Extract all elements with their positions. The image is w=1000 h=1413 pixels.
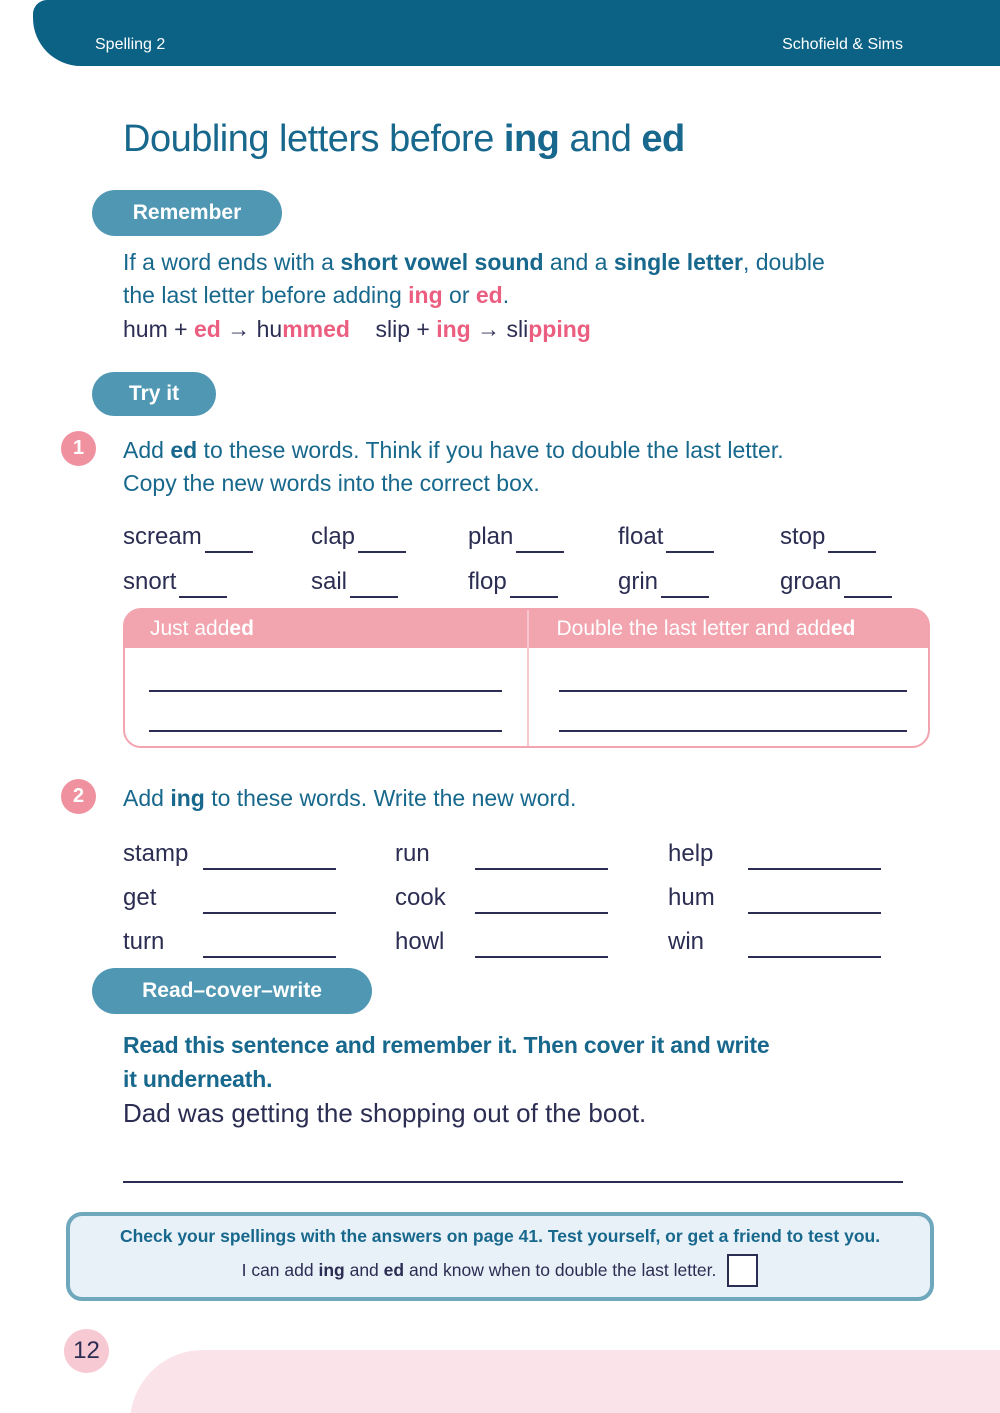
word-item [668,870,943,914]
answer-blank[interactable] [475,928,608,958]
sorting-box-header-left: Just add ed [150,617,254,640]
word-label: sail [311,568,348,595]
answer-blank[interactable] [358,523,406,553]
word-item [468,553,618,598]
publisher-name: Schofield & Sims [782,36,903,53]
answer-blank[interactable] [510,568,558,598]
answer-blank[interactable] [203,884,336,914]
page-header [33,0,1000,66]
answer-blank[interactable] [748,840,881,870]
word-label: stop [780,523,826,550]
answer-blank[interactable] [179,568,227,598]
read-cover-write-instruction-line-1: Read this sentence and remember it. Then cover it and write [123,1032,770,1058]
answer-blank[interactable] [350,568,398,598]
series-title: Spelling 2 [95,36,166,53]
word-item [123,553,311,598]
question-1-instruction-line-2: Copy the new words into the correct box. [123,470,540,496]
answer-blank[interactable] [475,840,608,870]
word-label: plan [468,523,514,550]
word-label: float [618,523,664,550]
answer-blank[interactable] [203,928,336,958]
word-item [395,870,668,914]
answer-blank[interactable] [828,523,876,553]
column-divider [527,610,529,746]
word-item [123,826,395,870]
answer-blank[interactable] [666,523,714,553]
question-1-number: 1 [61,431,96,466]
page-number: 12 [64,1329,109,1373]
word-item [618,553,780,598]
remember-badge: Remember [92,190,282,236]
check-spellings-text: Check your spellings with the answers on page 41. Test yourself, or get a friend to test you. [119,1226,881,1246]
word-item [668,826,943,870]
question-1-instruction [123,434,784,500]
check-spellings-box [66,1212,934,1301]
word-label: stamp [123,840,189,867]
word-label: snort [123,568,177,595]
sentence-writing-line[interactable] [123,1181,903,1183]
word-item [780,508,943,553]
self-assessment-text: I can add ing and ed and know when to double the last letter. [241,1260,717,1280]
word-item [395,826,668,870]
word-label: grin [618,568,659,595]
answer-blank[interactable] [475,884,608,914]
question-2-instruction: Add ing to these words. Write the new word. [123,785,577,811]
answer-write-line[interactable] [559,730,907,732]
word-label: cook [395,884,446,911]
question-2-word-list [123,826,943,958]
word-item [311,508,468,553]
word-item [123,870,395,914]
remember-rule-line-1: If a word ends with a short vowel sound and a single letter, double [123,249,825,275]
sorting-box-header-right: Double the last letter and add ed [556,617,856,640]
read-cover-write-badge: Read–cover–write [92,968,372,1014]
answer-blank[interactable] [748,884,881,914]
question-1-word-list [123,508,943,598]
word-label: groan [780,568,842,595]
word-item [123,508,311,553]
read-cover-write-instruction-line-2: it underneath. [123,1066,273,1092]
answer-blank[interactable] [844,568,892,598]
word-item [395,914,668,958]
word-item [311,553,468,598]
word-label: get [123,884,157,911]
sorting-box [123,608,930,748]
remember-rule-line-2: the last letter before adding ing or ed. [123,282,510,308]
answer-blank[interactable] [203,840,336,870]
self-assessment-checkbox[interactable] [727,1254,758,1287]
word-label: clap [311,523,356,550]
word-label: scream [123,523,202,550]
read-cover-write-instruction [123,1028,769,1096]
answer-blank[interactable] [748,928,881,958]
answer-blank[interactable] [661,568,709,598]
answer-write-line[interactable] [149,730,502,732]
try-it-badge: Try it [92,372,216,416]
answer-write-line[interactable] [559,690,907,692]
answer-blank[interactable] [205,523,253,553]
footer-decoration [130,1350,1000,1413]
word-item [468,508,618,553]
page-title: Doubling letters before ing and ed [123,118,685,160]
word-label: run [395,840,430,867]
word-label: turn [123,928,165,955]
word-item [780,553,943,598]
answer-blank[interactable] [516,523,564,553]
self-assessment-row [242,1254,759,1287]
remember-example-line: hum + ed → hummed slip + ing → slipping [123,316,591,342]
word-label: hum [668,884,715,911]
word-item [123,914,395,958]
question-1-instruction-line-1: Add ed to these words. Think if you have to double the last letter. [123,437,784,463]
word-item [618,508,780,553]
word-label: win [668,928,705,955]
word-label: help [668,840,714,867]
word-label: howl [395,928,445,955]
answer-write-line[interactable] [149,690,502,692]
word-item [668,914,943,958]
practice-sentence: Dad was getting the shopping out of the boot. [123,1098,647,1128]
remember-section [123,246,825,346]
question-2-number: 2 [61,779,96,814]
word-label: flop [468,568,507,595]
